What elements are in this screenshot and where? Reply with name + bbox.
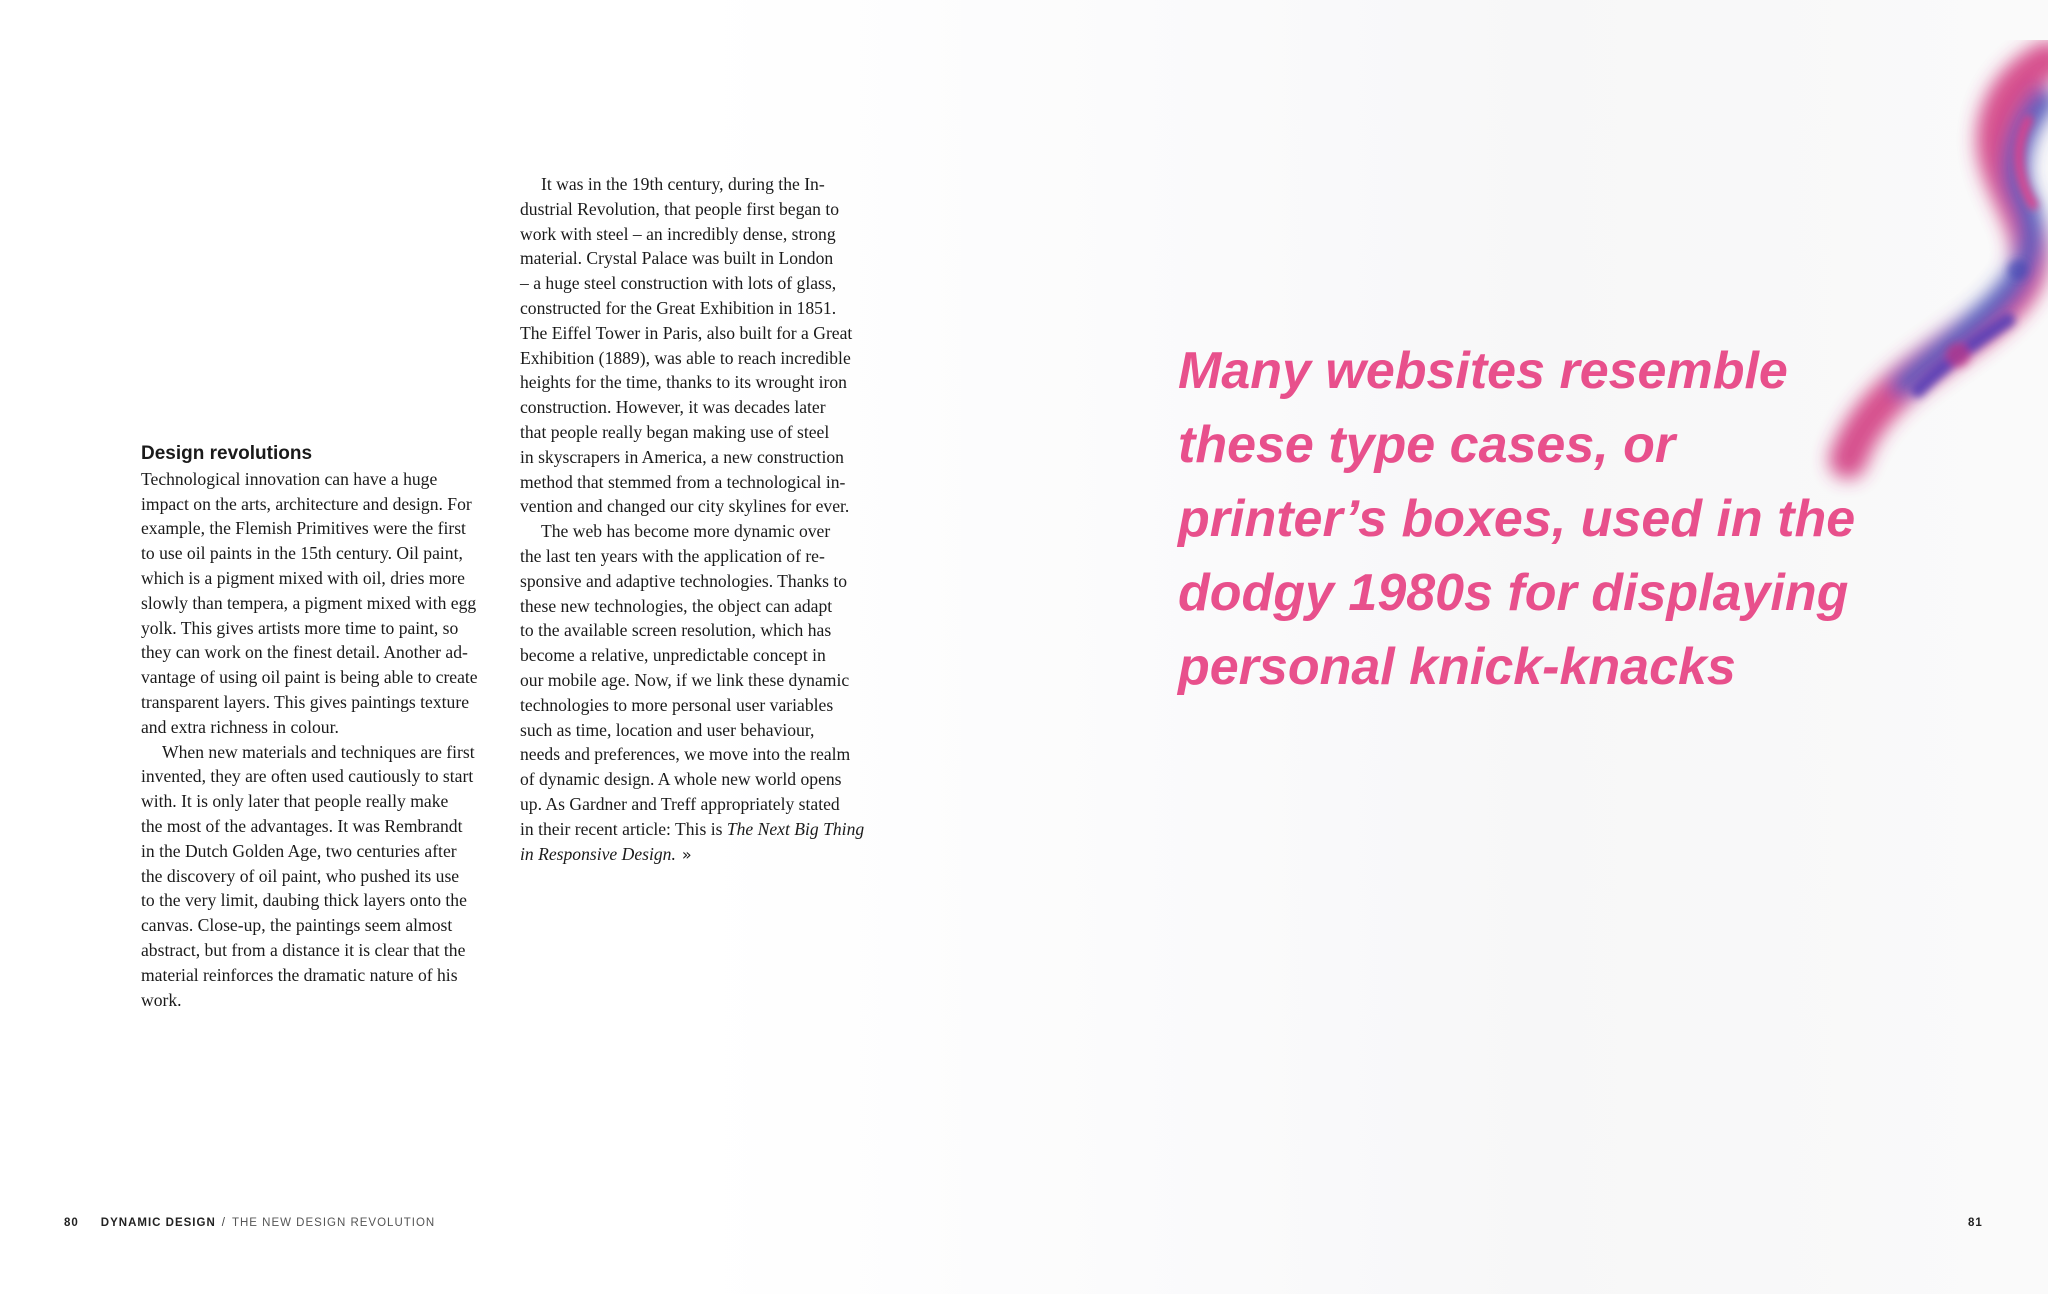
pull-quote <box>1178 334 1938 704</box>
body-line: Technological innovation can have a huge <box>141 468 438 489</box>
body-line: canvas. Close-up, the paintings seem almost <box>141 915 453 936</box>
final-line <box>520 842 890 867</box>
body-line: to the available screen resolution, which has <box>520 620 832 641</box>
double-chevron-right-icon: » <box>681 844 692 864</box>
body-line: our mobile age. Now, if we link these dynamic <box>520 669 850 690</box>
body-line: method that stemmed from a technological in- <box>520 471 846 492</box>
body-line: with. It is only later that people really make <box>141 791 449 812</box>
body-text: in their recent article: This is <box>520 818 723 839</box>
body-line: which is a pigment mixed with oil, dries more <box>141 567 465 588</box>
body-line: to the very limit, daubing thick layers onto the <box>141 890 467 911</box>
body-line: these new technologies, the object can adapt <box>520 595 833 616</box>
body-line: sponsive and adaptive technologies. Thanks to <box>520 570 848 591</box>
body-line: become a relative, unpredictable concept in <box>520 645 826 666</box>
pull-quote-line: dodgy 1980s for displaying <box>1178 564 1849 622</box>
body-line: of dynamic design. A whole new world opens <box>520 769 842 790</box>
body-line: the discovery of oil paint, who pushed its use <box>141 865 460 886</box>
body-line: such as time, location and user behaviour, <box>520 719 815 740</box>
body-line: dustrial Revolution, that people first began to <box>520 198 840 219</box>
body-line: impact on the arts, architecture and design. For <box>141 493 472 514</box>
body-line: invented, they are often used cautiously to start <box>141 766 474 787</box>
body-line: to use oil paints in the 15th century. Oil paint, <box>141 543 463 564</box>
body-line: needs and preferences, we move into the realm <box>520 744 851 765</box>
body-line: yolk. This gives artists more time to paint, so <box>141 617 459 638</box>
body-line: vention and changed our city skylines for ever. <box>520 496 850 517</box>
pull-quote-line: these type cases, or <box>1178 416 1676 474</box>
body-line: construction. However, it was decades later <box>520 397 826 418</box>
body-line: slowly than tempera, a pigment mixed with egg <box>141 592 477 613</box>
body-line: – a huge steel construction with lots of glass, <box>520 273 837 294</box>
pull-quote-line: personal knick-knacks <box>1178 638 1736 696</box>
left-text-column <box>141 442 501 1012</box>
body-line: that people really began making use of steel <box>520 421 830 442</box>
body-line: constructed for the Great Exhibition in 1851. <box>520 297 837 318</box>
body-line: up. As Gardner and Treff appropriately stated <box>520 793 840 814</box>
body-line: The web has become more dynamic over <box>541 521 831 542</box>
footer-separator: / <box>221 1217 226 1229</box>
body-line: technologies to more personal user variables <box>520 694 834 715</box>
body-line: When new materials and techniques are first <box>162 741 475 762</box>
body-line: example, the Flemish Primitives were the first <box>141 518 466 539</box>
body-line: in skyscrapers in America, a new construction <box>520 446 844 467</box>
citation-title: The Next Big Thing <box>726 818 865 839</box>
body-line: material reinforces the dramatic nature of his <box>141 964 458 985</box>
body-line: work. <box>141 989 182 1010</box>
chapter-title: THE NEW DESIGN REVOLUTION <box>231 1217 436 1229</box>
page-number-right: 81 <box>1968 1217 1983 1229</box>
body-line: in the Dutch Golden Age, two centuries after <box>141 840 457 861</box>
body-line: It was in the 19th century, during the In- <box>541 174 825 194</box>
body-line: and extra richness in colour. <box>141 716 339 737</box>
body-line: they can work on the finest detail. Another ad- <box>141 642 468 663</box>
body-line: The Eiffel Tower in Paris, also built for a Great <box>520 322 853 343</box>
page-number-left: 80 <box>64 1217 79 1229</box>
body-line: heights for the time, thanks to its wrought iron <box>520 372 847 393</box>
body-line: transparent layers. This gives paintings texture <box>141 691 470 712</box>
pull-quote-line: printer’s boxes, used in the <box>1178 490 1856 548</box>
book-title: DYNAMIC DESIGN <box>100 1217 216 1229</box>
body-line: work with steel – an incredibly dense, strong <box>520 223 836 244</box>
body-line: the last ten years with the application of re- <box>520 545 825 566</box>
pull-quote-line: Many websites resemble <box>1178 342 1788 400</box>
citation-title-end: in Responsive Design. <box>520 843 676 864</box>
body-line: Exhibition (1889), was able to reach incredible <box>520 347 851 368</box>
body-line-with-citation <box>520 817 890 842</box>
body-line: the most of the advantages. It was Rembrandt <box>141 815 463 836</box>
body-line: vantage of using oil paint is being able to create <box>141 667 478 688</box>
right-text-column <box>520 172 890 866</box>
section-heading: Design revolutions <box>141 443 313 464</box>
body-line: material. Crystal Palace was built in London <box>520 248 834 269</box>
body-line: abstract, but from a distance it is clear that the <box>141 939 466 960</box>
footer-left <box>64 1217 435 1229</box>
